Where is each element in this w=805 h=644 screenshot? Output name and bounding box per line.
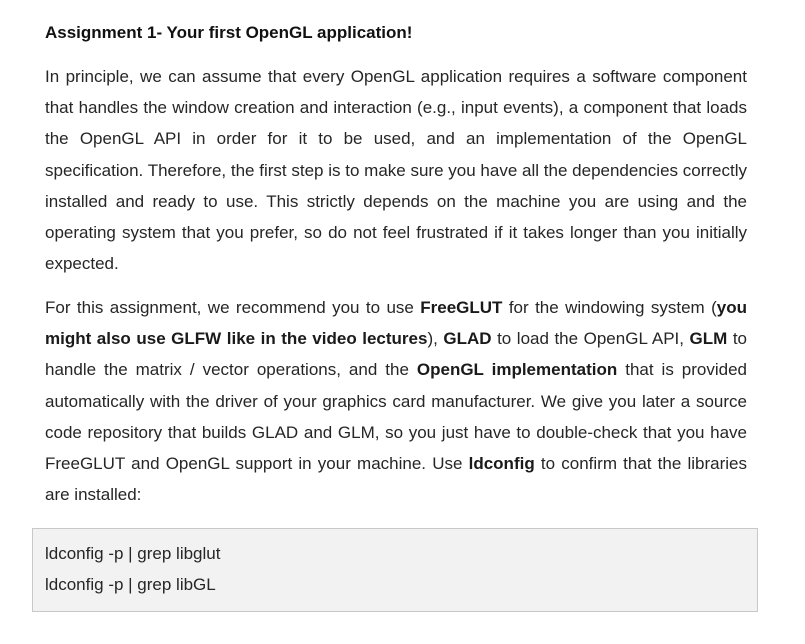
- code-block[interactable]: [32, 528, 758, 612]
- code-line-gl: ldconfig -p | grep libGL: [45, 575, 216, 594]
- intro-paragraph: In principle, we can assume that every OpenGL application requires a software component that handles the window creation and interaction (e.g., input events), a component that loads the OpenGL API in order for it to be used, and an implementation of the OpenGL specification. Therefore, the first step is to make sure you have all the dependencies correctly installed and ready to use. This strictly depends on the machine you are using and the operating system that you prefer, so do not feel frustrated if it takes longer than you initially expected.: [45, 67, 747, 274]
- ldconfig-bold: ldconfig: [468, 454, 535, 474]
- text-run: to confirm that the libraries are installed:: [45, 454, 748, 505]
- freeglut-bold: FreeGLUT: [420, 298, 503, 317]
- glfw-note-bold: you might also use GLFW like in the video lectures: [45, 298, 747, 349]
- recommendation-paragraph: [45, 292, 747, 510]
- code-line-glut: ldconfig -p | grep libglut: [45, 544, 221, 563]
- text-run: to load the OpenGL API,: [491, 329, 690, 349]
- text-run: to handle the matrix / vector operations, and the: [45, 329, 748, 380]
- glad-bold: GLAD: [443, 329, 492, 349]
- assignment-title: Assignment 1- Your first OpenGL application!: [45, 23, 413, 42]
- glm-bold: GLM: [689, 329, 728, 349]
- text-run: For this assignment, we recommend you to use: [45, 298, 421, 317]
- text-run: ),: [427, 329, 444, 349]
- text-run: for the windowing system (: [502, 298, 717, 317]
- opengl-implementation-bold: OpenGL implementation: [416, 360, 618, 380]
- text-run: that is provided automatically with the driver of your graphics card manufacturer. We give you later a source code repository that builds GLAD and GLM, so you just have to double-check that you have FreeGLUT and OpenGL support in your machine. Use: [45, 360, 748, 474]
